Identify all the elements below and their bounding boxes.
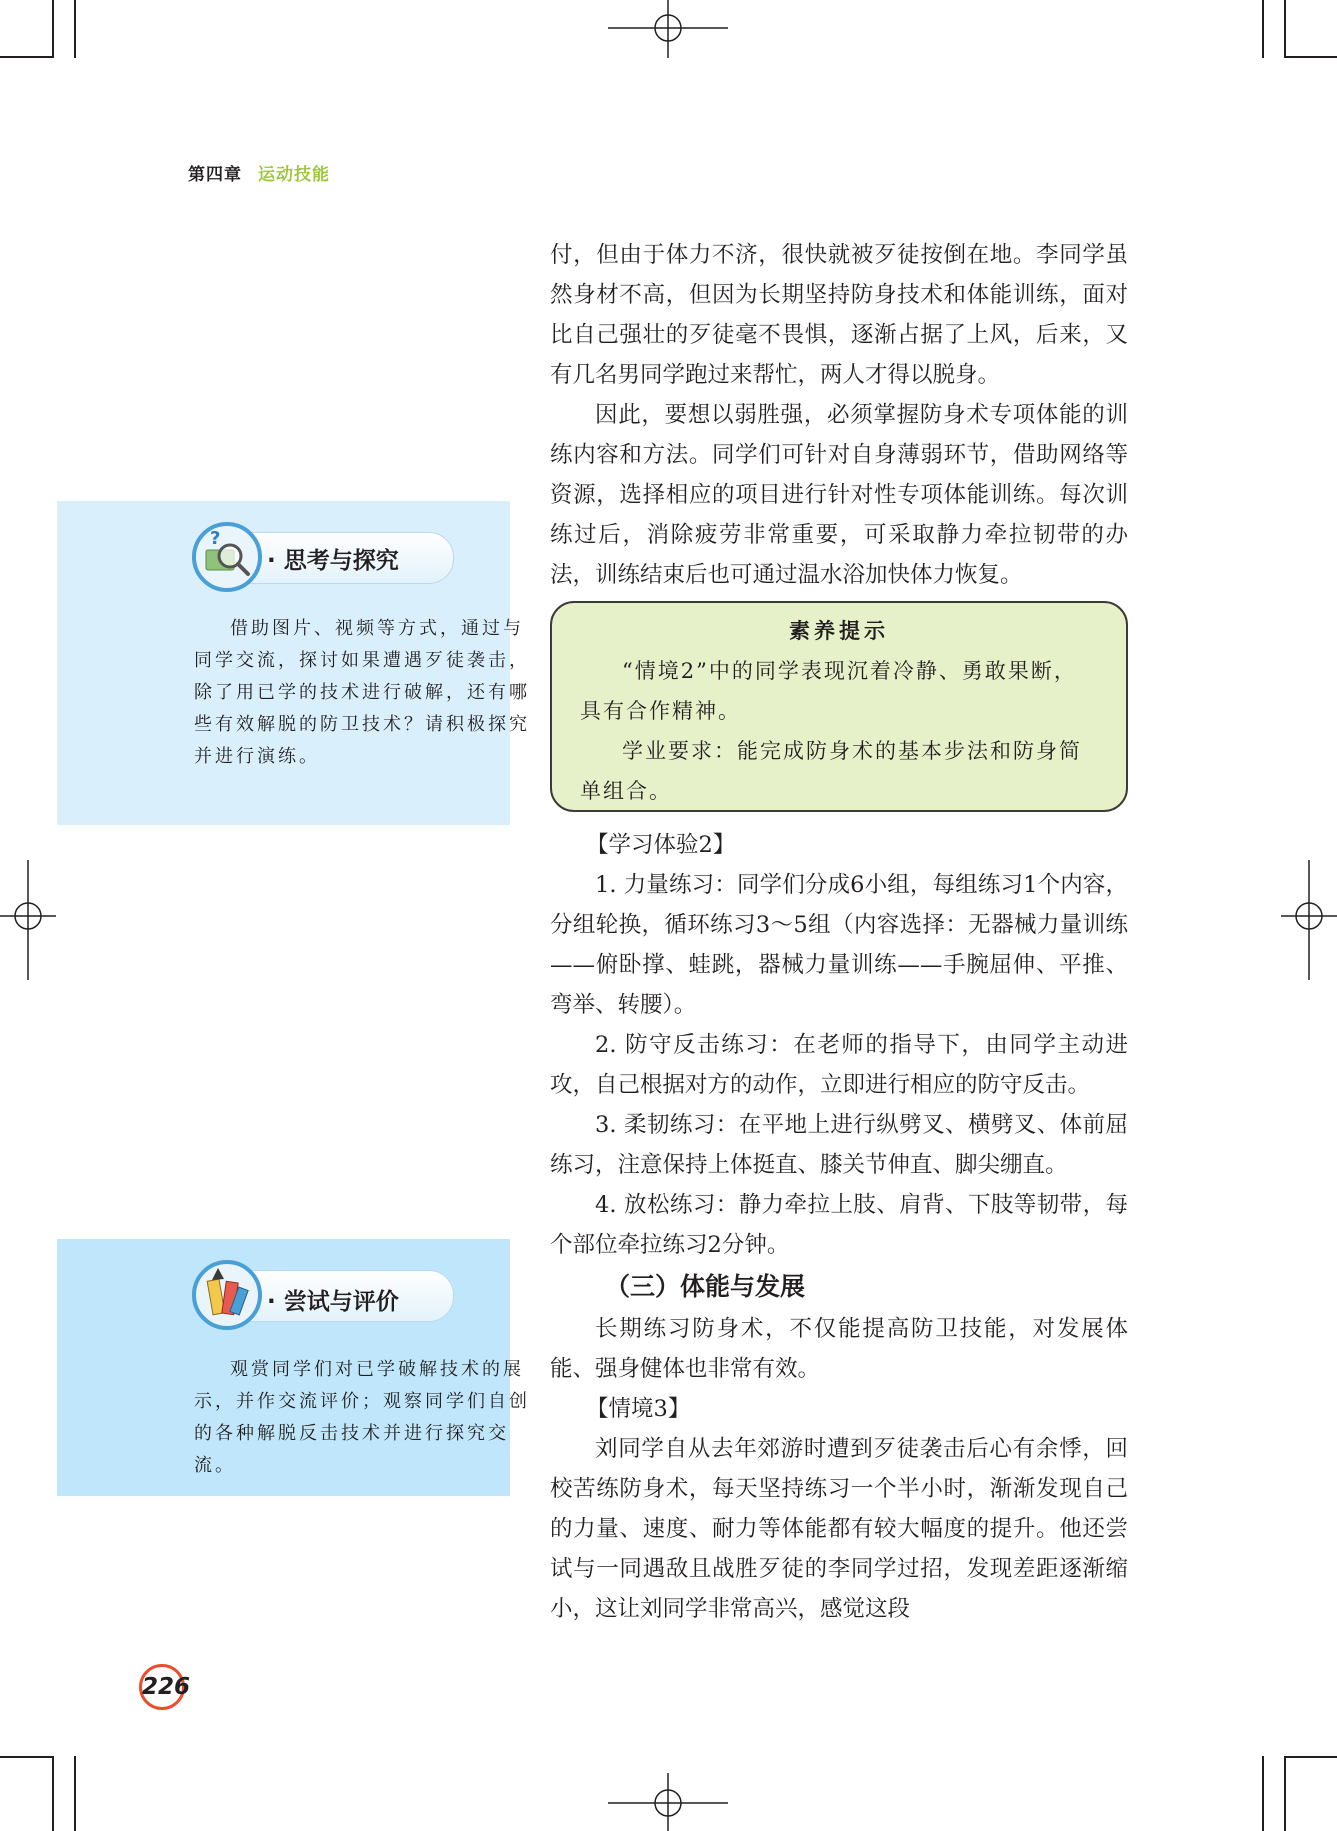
main-text-bottom — [550, 825, 1128, 1629]
section-heading: （三）体能与发展 — [605, 1272, 806, 1301]
crop-mark — [52, 0, 54, 58]
paragraph: 长期练习防身术，不仅能提高防卫技能，对发展体能、强身健体也非常有效。 — [550, 1316, 1128, 1382]
crop-mark — [74, 1756, 76, 1831]
crop-mark — [1284, 1756, 1286, 1831]
sidebar-text: 借助图片、视频等方式，通过与同学交流，探讨如果遭遇歹徒袭击，除了用已学的技术进行破解，还有哪些有效解脱的防卫技术？请积极探究并进行演练。 — [194, 618, 530, 767]
page-number: 226 — [142, 1674, 191, 1700]
registration-mark-icon — [0, 860, 60, 980]
literacy-tip-box — [550, 601, 1128, 812]
sidebar-text: 观赏同学们对已学破解技术的展示，并作交流评价；观察同学们自创的各种解脱反击技术并进行探究交流。 — [194, 1359, 530, 1476]
registration-mark-icon — [608, 1771, 728, 1831]
crop-mark — [52, 1756, 54, 1831]
crop-mark — [1284, 0, 1286, 58]
list-item: 3. 柔韧练习：在平地上进行纵劈叉、横劈叉、体前屈练习，注意保持上体挺直、膝关节伸直、脚尖绷直。 — [550, 1112, 1128, 1178]
list-item: 2. 防守反击练习：在老师的指导下，由同学主动进攻，自己根据对方的动作，立即进行相应的防守反击。 — [550, 1032, 1128, 1098]
paragraph: 因此，要想以弱胜强，必须掌握防身术专项体能的训练内容和方法。同学们可针对自身薄弱环节，借助网络等资源，选择相应的项目进行针对性专项体能训练。每次训练过后，消除疲劳非常重要，可采取静力牵拉韧带的办法，训练结束后也可通过温水浴加快体力恢复。 — [550, 402, 1128, 588]
main-text-top — [550, 235, 1128, 595]
crop-mark — [0, 56, 54, 58]
registration-mark-icon — [1277, 860, 1337, 980]
crop-mark — [0, 1756, 54, 1758]
tip-title: 素养提示 — [789, 619, 889, 643]
paragraph: 付，但由于体力不济，很快就被歹徒按倒在地。李同学虽然身材不高，但因为长期坚持防身技术和体能训练，面对比自己强壮的歹徒毫不畏惧，逐渐占据了上风，后来，又有几名男同学跑过来帮忙，两人才得以脱身。 — [550, 242, 1128, 388]
list-item: 4. 放松练习：静力牵拉上肢、肩背、下肢等韧带，每个部位牵拉练习2分钟。 — [550, 1192, 1128, 1258]
experience-title: 【学习体验2】 — [586, 832, 736, 858]
crop-mark — [1262, 1756, 1264, 1831]
crop-mark — [1284, 1756, 1337, 1758]
crop-mark — [1284, 56, 1337, 58]
svg-text:?: ? — [210, 528, 221, 549]
running-header — [188, 160, 330, 185]
crop-mark — [1262, 0, 1264, 58]
sidebar-title: · 思考与探究 — [267, 548, 399, 574]
crop-mark — [74, 0, 76, 58]
sidebar-title: · 尝试与评价 — [267, 1289, 399, 1315]
list-item: 1. 力量练习：同学们分成6小组，每组练习1个内容，分组轮换，循环练习3～5组（内容选择：无器械力量训练——俯卧撑、蛙跳，器械力量训练——手腕屈伸、平推、弯举、转腰）。 — [550, 872, 1128, 1018]
tip-paragraph: 学业要求：能完成防身术的基本步法和防身简单组合。 — [580, 739, 1082, 803]
sidebar-try-evaluate — [57, 1239, 530, 1496]
page-number-badge — [139, 1664, 191, 1710]
pencil-icon — [192, 1260, 262, 1330]
section-label: 运动技能 — [258, 165, 330, 185]
chapter-label: 第四章 — [188, 165, 242, 185]
registration-mark-icon — [608, 0, 728, 60]
paragraph: 刘同学自从去年郊游时遭到歹徒袭击后心有余悸，回校苦练防身术，每天坚持练习一个半小时，渐渐发现自己的力量、速度、耐力等体能都有较大幅度的提升。他还尝试与一同遇敌且战胜歹徒的李同学过招，发现差距逐渐缩小，这让刘同学非常高兴，感觉这段 — [550, 1436, 1128, 1622]
tip-paragraph: “情境2”中的同学表现沉着冷静、勇敢果断，具有合作精神。 — [580, 659, 1077, 723]
magnifier-question-icon — [192, 522, 262, 592]
scene-title: 【情境3】 — [586, 1396, 691, 1422]
sidebar-think-explore — [57, 501, 530, 825]
